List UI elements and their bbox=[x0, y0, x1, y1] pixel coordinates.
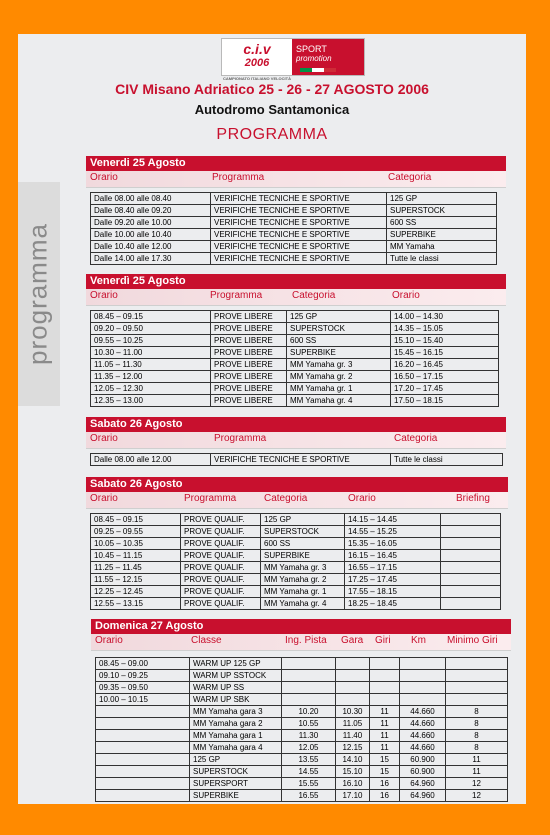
table-cell: PROVE QUALIF. bbox=[181, 538, 261, 550]
table-cell: 125 GP bbox=[190, 754, 282, 766]
table-cell: 125 GP bbox=[261, 514, 345, 526]
table-cell: SUPERSTOCK bbox=[261, 526, 345, 538]
table-cell: PROVE LIBERE bbox=[211, 335, 287, 347]
col-categoria: Categoria bbox=[388, 172, 432, 183]
table-cell: 60.900 bbox=[400, 754, 446, 766]
table-cell: VERIFICHE TECNICHE E SPORTIVE bbox=[211, 253, 387, 265]
table-row bbox=[91, 253, 497, 265]
table-row bbox=[96, 730, 508, 742]
table-body bbox=[91, 311, 499, 407]
table-cell: WARM UP 125 GP bbox=[190, 658, 282, 670]
table-cell bbox=[96, 718, 190, 730]
table-cell: 12.55 – 13.15 bbox=[91, 598, 181, 610]
table-cell: 125 GP bbox=[387, 193, 497, 205]
table-cell: 13.55 bbox=[282, 754, 336, 766]
table-cell: 15 bbox=[370, 766, 400, 778]
italian-flag-stripe bbox=[300, 68, 336, 72]
table-cell: SUPERSTOCK bbox=[387, 205, 497, 217]
table-cell bbox=[446, 682, 508, 694]
table-cell: 12.25 – 12.45 bbox=[91, 586, 181, 598]
section-friday-free-practice bbox=[86, 274, 506, 414]
table-cell: PROVE LIBERE bbox=[211, 371, 287, 383]
table-cell: PROVE QUALIF. bbox=[181, 586, 261, 598]
table-row bbox=[96, 694, 508, 706]
promotion-logo-text: promotion bbox=[296, 54, 332, 63]
table-cell bbox=[370, 670, 400, 682]
table-cell: MM Yamaha gr. 1 bbox=[287, 383, 391, 395]
col-orario: Orario bbox=[90, 290, 118, 301]
table-cell: MM Yamaha gara 1 bbox=[190, 730, 282, 742]
table-row bbox=[91, 359, 499, 371]
table-body bbox=[91, 454, 503, 466]
table-cell: 10.55 bbox=[282, 718, 336, 730]
table-cell bbox=[96, 790, 190, 802]
table-cell bbox=[96, 730, 190, 742]
table-cell: 08.45 – 09.15 bbox=[91, 514, 181, 526]
table bbox=[90, 192, 497, 265]
table-cell: 12 bbox=[446, 790, 508, 802]
table-cell: 18.25 – 18.45 bbox=[345, 598, 441, 610]
section-saturday-qualifying bbox=[86, 477, 508, 617]
table-cell: 11 bbox=[446, 754, 508, 766]
table-cell bbox=[441, 514, 501, 526]
table-cell: Tutte le classi bbox=[387, 253, 497, 265]
table-cell bbox=[282, 682, 336, 694]
table-cell: 11.55 – 12.15 bbox=[91, 574, 181, 586]
table-cell: 10.20 bbox=[282, 706, 336, 718]
table-cell bbox=[400, 658, 446, 670]
table-cell: PROVE LIBERE bbox=[211, 395, 287, 407]
table-cell: 15.10 – 15.40 bbox=[391, 335, 499, 347]
table-row bbox=[91, 229, 497, 241]
table-cell bbox=[441, 598, 501, 610]
table-cell: WARM UP SSTOCK bbox=[190, 670, 282, 682]
civ-logo bbox=[222, 39, 292, 81]
col-programma: Programma bbox=[210, 290, 263, 301]
col-classe: Classe bbox=[191, 635, 222, 646]
table-body bbox=[96, 658, 508, 802]
section-header bbox=[91, 634, 511, 651]
table-cell: 44.660 bbox=[400, 706, 446, 718]
table-cell: MM Yamaha gr. 4 bbox=[261, 598, 345, 610]
table-cell bbox=[96, 754, 190, 766]
table-cell: MM Yamaha gara 2 bbox=[190, 718, 282, 730]
side-label: programma bbox=[22, 223, 53, 365]
table-cell bbox=[282, 658, 336, 670]
table-cell: MM Yamaha gr. 3 bbox=[287, 359, 391, 371]
table-cell: SUPERBIKE bbox=[190, 790, 282, 802]
table-row bbox=[91, 347, 499, 359]
section-header bbox=[86, 492, 508, 509]
table-cell: 64.960 bbox=[400, 778, 446, 790]
table-cell: Tutte le classi bbox=[391, 454, 503, 466]
table-cell bbox=[370, 658, 400, 670]
table-cell: 11 bbox=[370, 718, 400, 730]
programma-heading: PROGRAMMA bbox=[216, 126, 328, 143]
table-row bbox=[96, 778, 508, 790]
table-row bbox=[91, 241, 497, 253]
table-cell bbox=[446, 694, 508, 706]
civ-sport-promotion-logo bbox=[221, 38, 365, 81]
table-cell: PROVE LIBERE bbox=[211, 383, 287, 395]
table-row bbox=[91, 323, 499, 335]
table-cell bbox=[96, 778, 190, 790]
table-row bbox=[96, 682, 508, 694]
table-cell: 11 bbox=[370, 730, 400, 742]
side-label-panel bbox=[18, 182, 60, 406]
table-cell: 17.50 – 18.15 bbox=[391, 395, 499, 407]
col-orario: Orario bbox=[90, 172, 118, 183]
table-cell: 12.35 – 13.00 bbox=[91, 395, 211, 407]
table-cell: 600 SS bbox=[261, 538, 345, 550]
table bbox=[90, 453, 503, 466]
table-cell bbox=[96, 766, 190, 778]
section-header bbox=[86, 171, 506, 188]
table-cell: 125 GP bbox=[287, 311, 391, 323]
table bbox=[90, 513, 501, 610]
col-programma: Programma bbox=[184, 493, 237, 504]
section-title: Venerdì 25 Agosto bbox=[86, 274, 506, 289]
table-cell: SUPERBIKE bbox=[387, 229, 497, 241]
table-row bbox=[91, 383, 499, 395]
table-cell: PROVE QUALIF. bbox=[181, 514, 261, 526]
table-cell: PROVE LIBERE bbox=[211, 323, 287, 335]
table-cell: 16.50 – 17.15 bbox=[391, 371, 499, 383]
table-row bbox=[96, 658, 508, 670]
table-cell: 10.00 – 10.15 bbox=[96, 694, 190, 706]
col-briefing: Briefing bbox=[456, 493, 490, 504]
table-cell: VERIFICHE TECNICHE E SPORTIVE bbox=[211, 193, 387, 205]
table-row bbox=[91, 538, 501, 550]
table-cell: VERIFICHE TECNICHE E SPORTIVE bbox=[211, 217, 387, 229]
table-cell: 09.35 – 09.50 bbox=[96, 682, 190, 694]
table-cell: PROVE LIBERE bbox=[211, 311, 287, 323]
table-cell: MM Yamaha gr. 2 bbox=[287, 371, 391, 383]
table-cell: MM Yamaha gr. 2 bbox=[261, 574, 345, 586]
civ-logo-year: 2006 bbox=[244, 57, 270, 69]
table-row bbox=[91, 193, 497, 205]
table-cell: 15 bbox=[370, 754, 400, 766]
table-cell: VERIFICHE TECNICHE E SPORTIVE bbox=[211, 454, 391, 466]
table-cell: 10.30 bbox=[336, 706, 370, 718]
table-row bbox=[96, 706, 508, 718]
table-row bbox=[91, 371, 499, 383]
table-cell bbox=[96, 706, 190, 718]
table-cell bbox=[441, 562, 501, 574]
table-cell: 16.15 – 16.45 bbox=[345, 550, 441, 562]
table-cell: 44.660 bbox=[400, 742, 446, 754]
table-cell: PROVE QUALIF. bbox=[181, 574, 261, 586]
table-cell bbox=[441, 538, 501, 550]
table-cell: 44.660 bbox=[400, 730, 446, 742]
table-row bbox=[96, 670, 508, 682]
table-cell: 17.55 – 18.15 bbox=[345, 586, 441, 598]
table-cell: 15.55 bbox=[282, 778, 336, 790]
col-categoria: Categoria bbox=[394, 433, 438, 444]
table-row bbox=[96, 766, 508, 778]
table-cell: Dalle 09.20 alle 10.00 bbox=[91, 217, 211, 229]
col-minimo-giri: Minimo Giri bbox=[447, 635, 498, 646]
section-title: Domenica 27 Agosto bbox=[91, 619, 511, 634]
table-cell: 10.30 – 11.00 bbox=[91, 347, 211, 359]
table-cell: SUPERBIKE bbox=[287, 347, 391, 359]
table-cell: 11.40 bbox=[336, 730, 370, 742]
table bbox=[90, 310, 499, 407]
table-cell: Dalle 10.00 alle 10.40 bbox=[91, 229, 211, 241]
table-row bbox=[96, 742, 508, 754]
table-cell: VERIFICHE TECNICHE E SPORTIVE bbox=[211, 205, 387, 217]
table-cell: MM Yamaha gara 3 bbox=[190, 706, 282, 718]
table-cell: SUPERSPORT bbox=[190, 778, 282, 790]
table-cell: 12 bbox=[446, 778, 508, 790]
table-cell: 15.45 – 16.15 bbox=[391, 347, 499, 359]
table-cell: PROVE LIBERE bbox=[211, 347, 287, 359]
table-row bbox=[91, 395, 499, 407]
table-cell: 8 bbox=[446, 718, 508, 730]
table-cell bbox=[400, 694, 446, 706]
table-cell: 11.05 bbox=[336, 718, 370, 730]
table-cell: 44.660 bbox=[400, 718, 446, 730]
table-cell: VERIFICHE TECNICHE E SPORTIVE bbox=[211, 229, 387, 241]
table-cell bbox=[336, 682, 370, 694]
table-cell: 16 bbox=[370, 790, 400, 802]
section-friday-checks bbox=[86, 156, 506, 266]
table-row bbox=[91, 574, 501, 586]
table-cell bbox=[336, 658, 370, 670]
table-cell: WARM UP SBK bbox=[190, 694, 282, 706]
table-cell: 15.35 – 16.05 bbox=[345, 538, 441, 550]
table-cell: 09.25 – 09.55 bbox=[91, 526, 181, 538]
table-cell: SUPERSTOCK bbox=[190, 766, 282, 778]
table-cell: Dalle 14.00 alle 17.30 bbox=[91, 253, 211, 265]
table-cell: 17.10 bbox=[336, 790, 370, 802]
table-cell: 14.55 – 15.25 bbox=[345, 526, 441, 538]
section-sunday-races bbox=[91, 619, 511, 804]
table-cell bbox=[370, 682, 400, 694]
section-title: Sabato 26 Agosto bbox=[86, 417, 506, 432]
table-cell: 11 bbox=[446, 766, 508, 778]
table-cell: 11 bbox=[370, 742, 400, 754]
table-row bbox=[96, 718, 508, 730]
table-row bbox=[91, 205, 497, 217]
table-cell: 09.10 – 09.25 bbox=[96, 670, 190, 682]
sport-logo-text: SPORT bbox=[296, 44, 327, 54]
table-cell: 600 SS bbox=[387, 217, 497, 229]
table-cell: 64.960 bbox=[400, 790, 446, 802]
table-cell: 17.25 – 17.45 bbox=[345, 574, 441, 586]
table-body bbox=[91, 514, 501, 610]
table-cell: 08.45 – 09.00 bbox=[96, 658, 190, 670]
table-cell bbox=[400, 682, 446, 694]
table-cell: 14.35 – 15.05 bbox=[391, 323, 499, 335]
table-cell: 09.20 – 09.50 bbox=[91, 323, 211, 335]
table-cell bbox=[441, 586, 501, 598]
col-orario: Orario bbox=[95, 635, 123, 646]
table-row bbox=[91, 514, 501, 526]
table-cell: 11 bbox=[370, 706, 400, 718]
table-cell: PROVE QUALIF. bbox=[181, 562, 261, 574]
section-header bbox=[86, 289, 506, 306]
section-saturday-checks bbox=[86, 417, 506, 467]
table bbox=[95, 657, 508, 802]
table-cell: 09.55 – 10.25 bbox=[91, 335, 211, 347]
table-cell: 11.35 – 12.00 bbox=[91, 371, 211, 383]
table-cell: 14.55 bbox=[282, 766, 336, 778]
col-km: Km bbox=[411, 635, 426, 646]
table-cell: Dalle 10.40 alle 12.00 bbox=[91, 241, 211, 253]
table-cell: MM Yamaha gara 4 bbox=[190, 742, 282, 754]
table-row bbox=[91, 598, 501, 610]
table-cell: PROVE LIBERE bbox=[211, 359, 287, 371]
venue-title: Autodromo Santamonica bbox=[194, 102, 350, 117]
table-cell: VERIFICHE TECNICHE E SPORTIVE bbox=[211, 241, 387, 253]
table-cell bbox=[441, 550, 501, 562]
table-cell: 08.45 – 09.15 bbox=[91, 311, 211, 323]
table-cell: 14.00 – 14.30 bbox=[391, 311, 499, 323]
sport-promotion-logo bbox=[292, 39, 364, 75]
col-orario-pm: Orario bbox=[348, 493, 376, 504]
table-cell: PROVE QUALIF. bbox=[181, 550, 261, 562]
col-programma: Programma bbox=[212, 172, 265, 183]
col-orario: Orario bbox=[90, 493, 118, 504]
table-row bbox=[91, 335, 499, 347]
table-cell: SUPERSTOCK bbox=[287, 323, 391, 335]
col-categoria: Categoria bbox=[292, 290, 336, 301]
col-gara: Gara bbox=[341, 635, 364, 646]
civ-logo-text: c.i.v bbox=[243, 41, 271, 57]
table-cell: 14.10 bbox=[336, 754, 370, 766]
table-row bbox=[96, 790, 508, 802]
table-cell: 8 bbox=[446, 742, 508, 754]
table-row bbox=[91, 586, 501, 598]
table-cell: 14.15 – 14.45 bbox=[345, 514, 441, 526]
table-cell bbox=[282, 670, 336, 682]
table-row bbox=[91, 217, 497, 229]
table-cell: Dalle 08.00 alle 08.40 bbox=[91, 193, 211, 205]
table-cell: 17.20 – 17.45 bbox=[391, 383, 499, 395]
table-cell: 11.05 – 11.30 bbox=[91, 359, 211, 371]
table-body bbox=[91, 193, 497, 265]
table-cell bbox=[96, 742, 190, 754]
table-cell: 16 bbox=[370, 778, 400, 790]
table-cell: 8 bbox=[446, 730, 508, 742]
col-ing-pista: Ing. Pista bbox=[285, 635, 327, 646]
table-cell: 60.900 bbox=[400, 766, 446, 778]
col-programma: Programma bbox=[214, 433, 267, 444]
table-cell: 10.05 – 10.35 bbox=[91, 538, 181, 550]
table-cell: 8 bbox=[446, 706, 508, 718]
table-cell: 16.20 – 16.45 bbox=[391, 359, 499, 371]
table-cell: PROVE QUALIF. bbox=[181, 598, 261, 610]
col-orario-pm: Orario bbox=[392, 290, 420, 301]
table-cell: Dalle 08.00 alle 12.00 bbox=[91, 454, 211, 466]
table-cell: 10.45 – 11.15 bbox=[91, 550, 181, 562]
program-sheet bbox=[18, 34, 526, 804]
col-orario: Orario bbox=[90, 433, 118, 444]
table-cell bbox=[446, 670, 508, 682]
section-title: Sabato 26 Agosto bbox=[86, 477, 508, 492]
col-categoria: Categoria bbox=[264, 493, 308, 504]
table-cell bbox=[400, 670, 446, 682]
table-row bbox=[91, 311, 499, 323]
table-cell bbox=[370, 694, 400, 706]
table-cell: 600 SS bbox=[287, 335, 391, 347]
table-row bbox=[91, 526, 501, 538]
table-cell bbox=[336, 694, 370, 706]
table-cell: 11.30 bbox=[282, 730, 336, 742]
table-cell: MM Yamaha bbox=[387, 241, 497, 253]
table-row bbox=[91, 454, 503, 466]
event-title: CIV Misano Adriatico 25 - 26 - 27 AGOSTO 2006 bbox=[115, 81, 429, 97]
table-cell bbox=[282, 694, 336, 706]
table-cell: MM Yamaha gr. 4 bbox=[287, 395, 391, 407]
table-cell: 16.55 – 17.15 bbox=[345, 562, 441, 574]
table-cell: PROVE QUALIF. bbox=[181, 526, 261, 538]
table-cell: 11.25 – 11.45 bbox=[91, 562, 181, 574]
table-cell: 12.05 – 12.30 bbox=[91, 383, 211, 395]
table-cell bbox=[441, 574, 501, 586]
table-cell bbox=[336, 670, 370, 682]
table-cell: WARM UP SS bbox=[190, 682, 282, 694]
table-cell: Dalle 08.40 alle 09.20 bbox=[91, 205, 211, 217]
table-cell: 15.10 bbox=[336, 766, 370, 778]
civ-logo-subtitle: CAMPIONATO ITALIANO VELOCITÀ bbox=[223, 76, 291, 81]
section-header bbox=[86, 432, 506, 449]
section-title: Venerdi 25 Agosto bbox=[86, 156, 506, 171]
table-row bbox=[96, 754, 508, 766]
table-cell bbox=[441, 526, 501, 538]
table-cell: MM Yamaha gr. 3 bbox=[261, 562, 345, 574]
table-row bbox=[91, 562, 501, 574]
table-cell bbox=[446, 658, 508, 670]
table-row bbox=[91, 550, 501, 562]
col-giri: Giri bbox=[375, 635, 391, 646]
table-cell: 16.10 bbox=[336, 778, 370, 790]
table-cell: 12.05 bbox=[282, 742, 336, 754]
table-cell: 12.15 bbox=[336, 742, 370, 754]
table-cell: SUPERBIKE bbox=[261, 550, 345, 562]
table-cell: MM Yamaha gr. 1 bbox=[261, 586, 345, 598]
table-cell: 16.55 bbox=[282, 790, 336, 802]
